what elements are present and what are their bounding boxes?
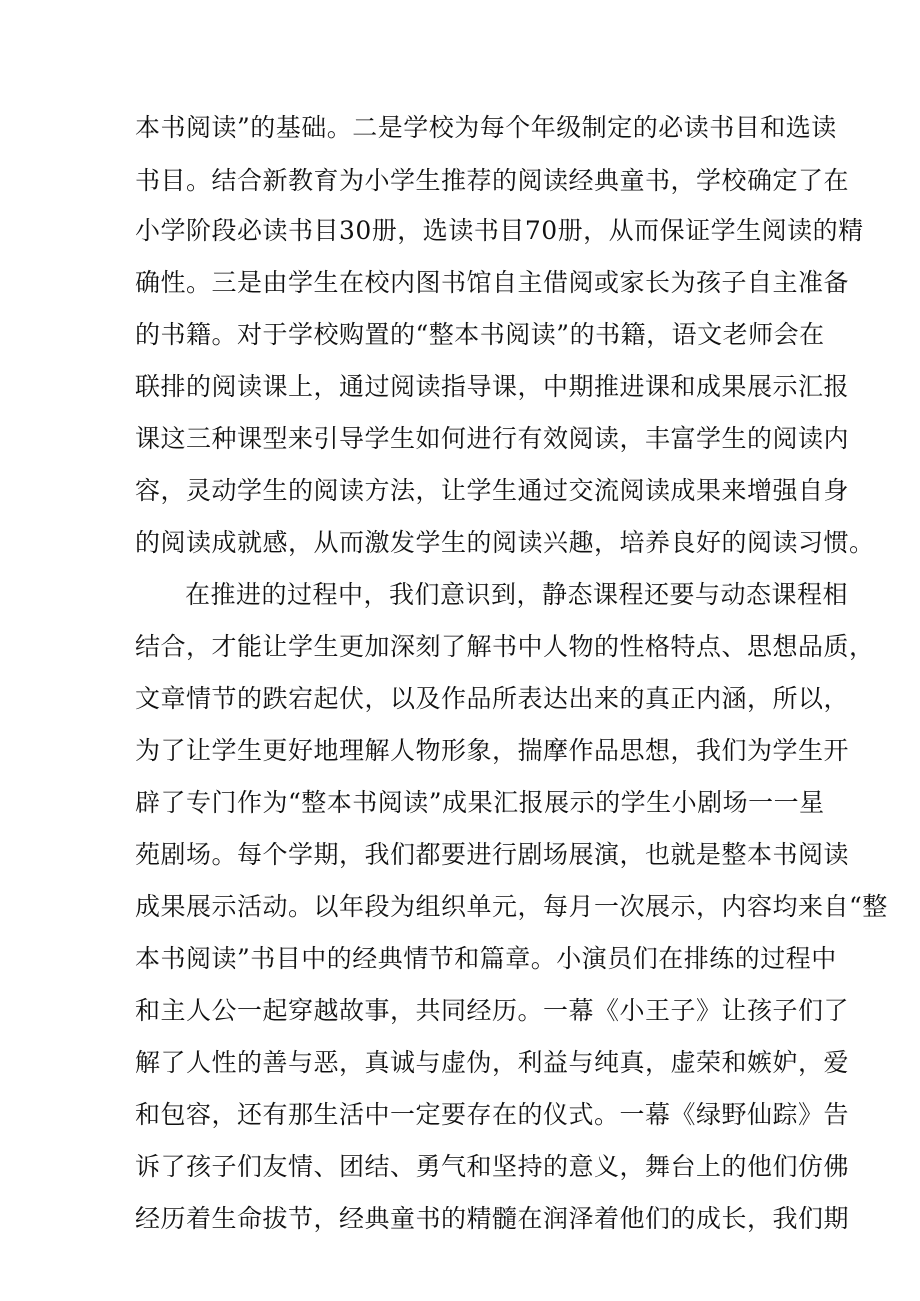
paragraph-1-line-9: 的阅读成就感，从而激发学生的阅读兴趣，培养良好的阅读习惯。: [135, 528, 875, 557]
paragraph-1-line-8: 容，灵动学生的阅读方法，让学生通过交流阅读成果来增强自身: [135, 476, 850, 505]
paragraph-2-line-7: 成果展示活动。以年段为组织单元，每月一次展示，内容均来自“整: [135, 892, 888, 921]
paragraph-2-line-13: 经历着生命拔节，经典童书的精髓在润泽着他们的成长，我们期: [135, 1204, 850, 1233]
paragraph-1-line-6: 联排的阅读课上，通过阅读指导课，中期推进课和成果展示汇报: [135, 372, 850, 401]
paragraph-1-line-7: 课这三种课型来引导学生如何进行有效阅读，丰富学生的阅读内: [135, 424, 850, 453]
paragraph-2-line-4: 为了让学生更好地理解人物形象，揣摩作品思想，我们为学生开: [135, 736, 850, 765]
paragraph-1-line-3: 小学阶段必读书目30册，选读书目70册，从而保证学生阅读的精: [135, 216, 864, 245]
paragraph-2-line-11: 和包容，还有那生活中一定要存在的仪式。一幕《绿野仙踪》告: [135, 1100, 850, 1129]
paragraph-2-line-2: 结合，才能让学生更加深刻了解书中人物的性格特点、思想品质，: [135, 632, 875, 661]
paragraph-2-line-9: 和主人公一起穿越故事，共同经历。一幕《小王子》让孩子们了: [135, 996, 850, 1025]
paragraph-1-line-4: 确性。三是由学生在校内图书馆自主借阅或家长为孩子自主准备: [135, 268, 850, 297]
paragraph-2-line-3: 文章情节的跌宕起伏，以及作品所表达出来的真正内涵，所以，: [135, 684, 850, 713]
paragraph-2-line-1: 在推进的过程中，我们意识到，静态课程还要与动态课程相: [185, 580, 849, 609]
paragraph-2-line-10: 解了人性的善与恶，真诚与虚伪，利益与纯真，虚荣和嫉妒，爱: [135, 1048, 850, 1077]
paragraph-2-line-8: 本书阅读”书目中的经典情节和篇章。小演员们在排练的过程中: [135, 944, 837, 973]
paragraph-1-line-1: 本书阅读”的基础。二是学校为每个年级制定的必读书目和选读: [135, 113, 837, 142]
paragraph-2-line-12: 诉了孩子们友情、团结、勇气和坚持的意义，舞台上的他们仿佛: [135, 1152, 850, 1181]
paragraph-2-line-5: 辟了专门作为“整本书阅读”成果汇报展示的学生小剧场一一星: [135, 788, 825, 817]
paragraph-2-line-6: 苑剧场。每个学期，我们都要进行剧场展演，也就是整本书阅读: [135, 840, 850, 869]
paragraph-1-line-2: 书目。结合新教育为小学生推荐的阅读经典童书，学校确定了在: [135, 166, 850, 195]
paragraph-1-line-5: 的书籍。对于学校购置的“整本书阅读”的书籍，语文老师会在: [135, 320, 825, 349]
